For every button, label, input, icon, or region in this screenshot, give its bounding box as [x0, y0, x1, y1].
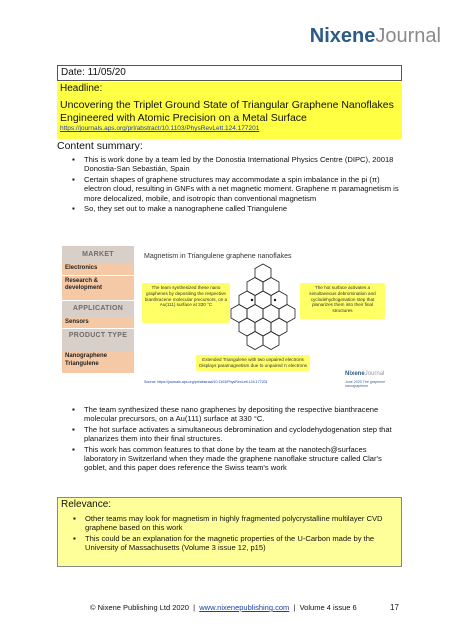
list-item: ▪ The hot surface activates a simultaneous debromination and cyclodehydogenation step that planarizes them into their final structures. — [72, 425, 402, 444]
headline-title: Uncovering the Triplet Ground State of Triangular Graphene Nanoflakes Engineered with Atomic Precision on a Metal Surface — [60, 99, 394, 124]
figure-title: Magnetism in Triangulene graphene nanoflakes — [144, 253, 292, 260]
headline-link[interactable]: https://journals.aps.org/prl/abstract/10.1103/PhysRevLett.124.177201 — [60, 125, 260, 132]
callout-bottom: Extended Triangulene with two unpaired electrons Displays paramagnetism due to unpaired π electrons — [196, 355, 310, 371]
product-heading: PRODUCT TYPE — [62, 329, 134, 351]
journal-logo — [310, 26, 441, 46]
product-item: Nanographene Triangulene — [62, 351, 134, 373]
page-footer — [90, 603, 400, 612]
relevance-list — [58, 514, 398, 553]
list-item: ▪ This is work done by a team led by the Donostia International Physics Centre (DIPC), 20018 Donostia-San Sebastián, Spain — [72, 155, 402, 174]
content-summary-title: Content summary: — [57, 140, 143, 152]
relevance-box — [57, 511, 402, 567]
content-summary-list — [72, 155, 402, 214]
headline-box — [57, 96, 402, 139]
details-list — [72, 405, 402, 474]
market-item: Research & development — [62, 276, 134, 300]
figure-source-link[interactable]: Source: https://journals.aps.org/prl/abstract/10.1103/PhysRevLett.124.177201 — [144, 380, 268, 384]
footer-volume: Volume 4 issue 6 — [299, 603, 357, 612]
mini-logo-sub: Journal — [364, 371, 385, 377]
callout-right: The hot surface activates a simultaneous debromination and cyclodehydrogenation step that planarizes them into their final structures — [300, 283, 385, 319]
list-item: ▪ This work has common features to that done by the team at the nanotech@surfaces laboratory in Switzerland when they made the graphene nanoflake structure called Clar's goblet, and this paper does reference the Swiss team's work — [72, 445, 402, 473]
infographic-figure — [62, 246, 402, 396]
mini-caption: June 2020 The graphene nanographene — [345, 380, 386, 389]
application-item: Sensors — [62, 317, 134, 329]
callout-left: The team synthesized these nano graphenes by depositing the respective bianthracene molecular precursors, on a Au(111) surface at 330 °C — [142, 283, 230, 323]
mini-journal-logo — [345, 371, 384, 377]
market-item: Electronics — [62, 263, 134, 275]
list-item: ▪ So, they set out to make a nanographene called Triangulene — [72, 204, 402, 213]
mini-logo-brand: Nixene — [345, 371, 365, 377]
footer-website-link[interactable]: www.nixenepublishing.com — [199, 603, 290, 612]
logo-brand: Nixene — [309, 25, 376, 47]
footer-copyright: © Nixene Publishing Ltd 2020 — [90, 603, 189, 612]
category-sidebar — [62, 246, 134, 374]
date-field: Date: 11/05/20 — [57, 65, 402, 81]
list-item: ▪ This could be an explanation for the magnetic properties of the U-Carbon made by the University of Massachusetts (Volume 3 issue 12, p15) — [73, 534, 398, 553]
triangulene-molecule-diagram — [222, 260, 304, 356]
list-item: ▪ Other teams may look for magnetism in highly fragmented polycrystalline multilayer CVD graphene based on this work — [73, 514, 398, 533]
application-heading: APPLICATION — [62, 301, 134, 317]
footer-separator: | — [193, 603, 196, 612]
page-number: 17 — [390, 603, 399, 612]
list-item: ▪ The team synthesized these nano graphenes by depositing the respective bianthracene molecular precursors, on a Au(111) surface at 330 °C. — [72, 405, 402, 424]
list-item: ▪ Certain shapes of graphene structures may accommodate a spin imbalance in the pi (π) electron cloud, resulting in GNFs with a net magnetic moment. Graphene π paramagnetism is more delocalized, mobile, and isotropic than conventional magnetism — [72, 175, 402, 203]
footer-separator: | — [293, 603, 296, 612]
relevance-label: Relevance: — [57, 497, 402, 511]
logo-sub: Journal — [375, 25, 441, 47]
market-heading: MARKET — [62, 246, 134, 263]
headline-label: Headline: — [57, 82, 402, 96]
